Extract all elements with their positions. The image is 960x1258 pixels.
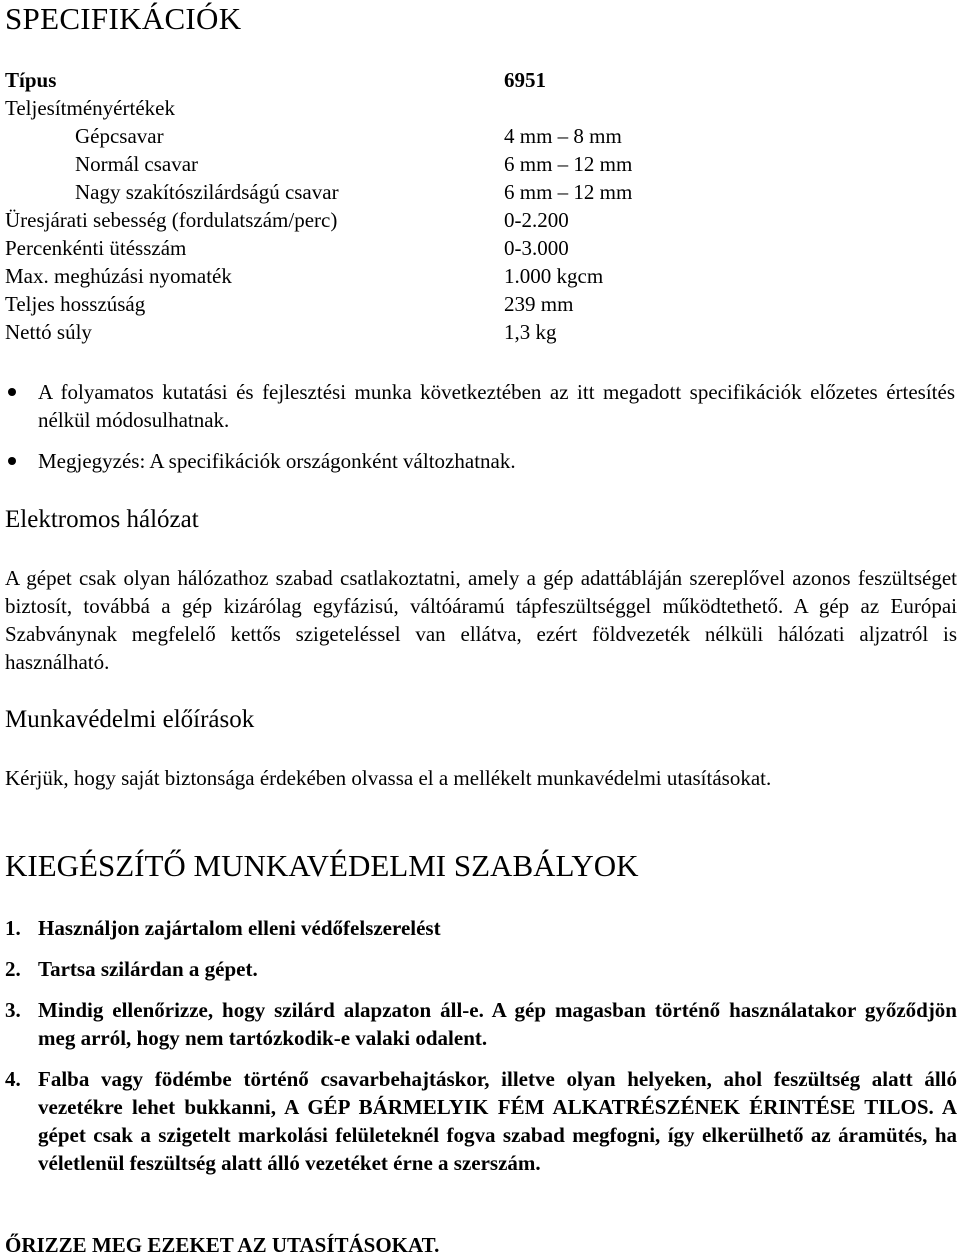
spec-label: Percenkénti ütésszám <box>5 236 187 260</box>
rule-item <box>5 955 957 983</box>
spec-value: 0-3.000 <box>504 236 569 260</box>
closing-note: ŐRIZZE MEG EZEKET AZ UTASÍTÁSOKAT. <box>5 1233 440 1257</box>
rule-number: 1. <box>5 916 21 940</box>
bullet-dot-icon <box>8 388 16 396</box>
note-bullet <box>5 447 955 475</box>
extra-rules-heading: KIEGÉSZÍTŐ MUNKAVÉDELMI SZABÁLYOK <box>5 848 639 883</box>
spec-label: Max. meghúzási nyomaték <box>5 264 232 288</box>
note-text: Megjegyzés: A specifikációk országonként változhatnak. <box>38 449 516 473</box>
spec-label: Gépcsavar <box>75 124 164 148</box>
spec-label: Üresjárati sebesség (fordulatszám/perc) <box>5 208 338 232</box>
rule-item <box>5 1065 957 1177</box>
spec-value: 6 mm – 12 mm <box>504 152 633 176</box>
rule-text: Tartsa szilárdan a gépet. <box>38 957 258 981</box>
note-bullet <box>5 378 955 434</box>
spec-label: Teljes hosszúság <box>5 292 146 316</box>
rule-text: Falba vagy födémbe történő csavarbehajtáskor, illetve olyan helyeken, ahol feszültség alatt álló vezetékre lehet bukkanni, A GÉP BÁRMELYIK FÉM ALKATRÉSZÉNEK ÉRINTÉSE TILOS. A gépet csak a szigetelt markolási felületeknél fogva szabad megfogni, így elkerülhető az áramütés, ha véletlenül feszültség alatt álló vezetéket érne a szerszám. <box>38 1067 957 1175</box>
spec-performance-label: Teljesítményértékek <box>5 96 175 120</box>
spec-label: Normál csavar <box>75 152 199 176</box>
spec-value: 0-2.200 <box>504 208 569 232</box>
spec-value: 1,3 kg <box>504 320 557 344</box>
rule-text: Mindig ellenőrizze, hogy szilárd alapzaton áll-e. A gép magasban történő használatakor győződjön meg arról, hogy nem tartózkodik-e valaki odalent. <box>38 998 957 1050</box>
spec-value: 239 mm <box>504 292 574 316</box>
electrical-heading: Elektromos hálózat <box>5 506 199 533</box>
spec-value: 6 mm – 12 mm <box>504 180 633 204</box>
spec-type-label: Típus <box>5 68 57 92</box>
bullet-dot-icon <box>8 457 16 465</box>
spec-value: 4 mm – 8 mm <box>504 124 622 148</box>
spec-label: Nettó súly <box>5 320 92 344</box>
rule-item <box>5 914 957 942</box>
rule-text: Használjon zajártalom elleni védőfelszerelést <box>38 916 441 940</box>
rule-number: 3. <box>5 998 21 1022</box>
page-title: SPECIFIKÁCIÓK <box>5 1 242 36</box>
safety-paragraph: Kérjük, hogy saját biztonsága érdekében olvassa el a mellékelt munkavédelmi utasításokat. <box>5 766 772 790</box>
rule-number: 2. <box>5 957 21 981</box>
spec-value: 1.000 kgcm <box>504 264 604 288</box>
safety-heading: Munkavédelmi előírások <box>5 706 255 733</box>
rule-number: 4. <box>5 1067 21 1091</box>
note-text: A folyamatos kutatási és fejlesztési munka következtében az itt megadott specifikációk előzetes értesítés nélkül módosulhatnak. <box>38 380 955 432</box>
spec-label: Nagy szakítószilárdságú csavar <box>75 180 339 204</box>
spec-type-value: 6951 <box>504 68 546 92</box>
rule-item <box>5 996 957 1052</box>
electrical-paragraph: A gépet csak olyan hálózathoz szabad csatlakoztatni, amely a gép adattábláján szereplővel azonos feszültséget biztosít, továbbá a gép kizárólag egyfázisú, váltóáramú tápfeszültséggel működtethető. A gép az Európai Szabványnak megfelelő kettős szigeteléssel van ellátva, ezért földvezeték nélküli hálózati aljzatról is használható. <box>5 566 957 674</box>
